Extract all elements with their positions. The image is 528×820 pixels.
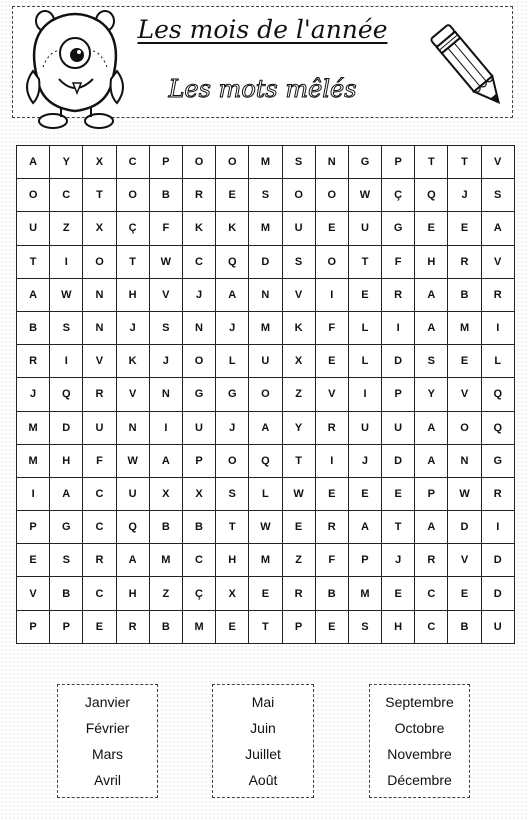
grid-cell[interactable]: F [382,245,415,278]
grid-cell[interactable]: S [282,146,315,179]
grid-cell[interactable]: J [182,278,215,311]
grid-cell[interactable]: D [382,345,415,378]
grid-cell[interactable]: B [315,577,348,610]
grid-cell[interactable]: N [249,278,282,311]
grid-cell[interactable]: N [149,378,182,411]
grid-cell[interactable]: Z [282,544,315,577]
grid-cell[interactable]: E [83,610,116,643]
grid-cell[interactable]: E [17,544,50,577]
grid-cell[interactable]: Ç [382,179,415,212]
grid-cell[interactable]: L [249,477,282,510]
grid-cell[interactable]: S [282,245,315,278]
word-list-column-1 [57,684,158,798]
grid-cell[interactable]: B [149,179,182,212]
grid-cell[interactable]: M [249,544,282,577]
grid-cell[interactable]: O [249,378,282,411]
grid-cell[interactable]: L [481,345,514,378]
grid-cell[interactable]: N [315,146,348,179]
grid-cell[interactable]: O [448,411,481,444]
grid-cell[interactable]: C [182,544,215,577]
grid-cell[interactable]: M [17,411,50,444]
grid-cell[interactable]: C [83,511,116,544]
grid-cell[interactable]: E [382,477,415,510]
grid-cell[interactable]: Ç [182,577,215,610]
grid-cell[interactable]: A [481,212,514,245]
grid-cell[interactable]: I [50,245,83,278]
grid-cell[interactable]: B [149,610,182,643]
grid-cell[interactable]: H [50,444,83,477]
grid-cell[interactable]: E [348,278,381,311]
grid-cell[interactable]: Z [149,577,182,610]
grid-cell[interactable]: X [282,345,315,378]
grid-cell[interactable]: W [348,179,381,212]
grid-cell[interactable]: R [282,577,315,610]
grid-cell[interactable]: G [382,212,415,245]
grid-cell[interactable]: I [315,444,348,477]
grid-cell[interactable]: I [315,278,348,311]
grid-cell[interactable]: H [382,610,415,643]
word-mars: Mars [91,746,124,762]
grid-row [17,444,515,477]
grid-cell[interactable]: O [216,444,249,477]
grid-cell[interactable]: R [83,378,116,411]
grid-cell[interactable]: K [116,345,149,378]
grid-cell[interactable]: A [415,411,448,444]
grid-cell[interactable]: Q [249,444,282,477]
grid-cell[interactable]: H [216,544,249,577]
grid-cell[interactable]: R [382,278,415,311]
grid-cell[interactable]: N [83,278,116,311]
grid-row [17,179,515,212]
grid-cell[interactable]: Q [415,179,448,212]
grid-cell[interactable]: R [116,610,149,643]
grid-cell[interactable]: T [348,245,381,278]
grid-cell[interactable]: Q [481,411,514,444]
grid-cell[interactable]: R [17,345,50,378]
word-avril: Avril [94,772,121,788]
grid-cell[interactable]: E [249,577,282,610]
grid-cell[interactable]: E [315,345,348,378]
grid-cell[interactable]: Ç [116,212,149,245]
grid-cell[interactable]: E [315,477,348,510]
header-banner [12,6,513,118]
grid-cell[interactable]: S [415,345,448,378]
grid-cell[interactable]: B [182,511,215,544]
grid-cell[interactable]: S [481,179,514,212]
grid-cell[interactable]: U [348,411,381,444]
grid-cell[interactable]: A [17,146,50,179]
grid-cell[interactable]: P [17,610,50,643]
grid-cell[interactable]: R [481,278,514,311]
grid-cell[interactable]: S [50,311,83,344]
grid-cell[interactable]: O [182,146,215,179]
grid-cell[interactable]: A [249,411,282,444]
grid-cell[interactable]: L [348,345,381,378]
grid-cell[interactable]: O [282,179,315,212]
grid-row [17,477,515,510]
grid-cell[interactable]: H [116,278,149,311]
grid-cell[interactable]: W [249,511,282,544]
grid-cell[interactable]: R [315,511,348,544]
grid-cell[interactable]: D [448,511,481,544]
grid-cell[interactable]: X [216,577,249,610]
grid-cell[interactable]: I [481,511,514,544]
grid-cell[interactable]: P [415,477,448,510]
grid-cell[interactable]: F [149,212,182,245]
grid-cell[interactable]: I [481,311,514,344]
grid-cell[interactable]: J [216,311,249,344]
word-juillet: Juillet [245,746,281,762]
grid-cell[interactable]: J [216,411,249,444]
grid-cell[interactable]: V [17,577,50,610]
grid-cell[interactable]: W [448,477,481,510]
grid-cell[interactable]: O [182,345,215,378]
grid-cell[interactable]: J [17,378,50,411]
grid-cell[interactable]: O [315,245,348,278]
grid-cell[interactable]: E [315,212,348,245]
grid-cell[interactable]: P [382,146,415,179]
grid-cell[interactable]: V [481,245,514,278]
word-list-column-2 [212,684,314,798]
word-mai: Mai [251,694,275,710]
grid-cell[interactable]: S [50,544,83,577]
grid-cell[interactable]: K [216,212,249,245]
grid-cell[interactable]: U [481,610,514,643]
grid-cell[interactable]: C [83,577,116,610]
grid-cell[interactable]: O [315,179,348,212]
grid-cell[interactable]: X [149,477,182,510]
grid-cell[interactable]: C [415,577,448,610]
grid-cell[interactable]: I [50,345,83,378]
grid-cell[interactable]: R [182,179,215,212]
grid-cell[interactable]: I [382,311,415,344]
grid-cell[interactable]: A [149,444,182,477]
grid-cell[interactable]: M [249,311,282,344]
page-title: Les mois de l'année [137,15,388,44]
grid-cell[interactable]: Z [50,212,83,245]
grid-cell[interactable]: I [17,477,50,510]
grid-cell[interactable]: J [149,345,182,378]
grid-cell[interactable]: A [116,544,149,577]
grid-cell[interactable]: P [282,610,315,643]
grid-cell[interactable]: F [315,544,348,577]
grid-cell[interactable]: M [249,212,282,245]
grid-cell[interactable]: M [249,146,282,179]
grid-cell[interactable]: O [17,179,50,212]
word-septembre: Septembre [385,694,454,710]
grid-cell[interactable]: J [448,179,481,212]
grid-cell[interactable]: T [282,444,315,477]
grid-cell[interactable]: A [415,311,448,344]
grid-cell[interactable]: Q [216,245,249,278]
grid-cell[interactable]: V [83,345,116,378]
grid-row [17,345,515,378]
grid-cell[interactable]: T [216,511,249,544]
grid-cell[interactable]: W [116,444,149,477]
grid-cell[interactable]: E [282,511,315,544]
grid-cell[interactable]: W [50,278,83,311]
word-decembre: Décembre [387,772,452,788]
grid-cell[interactable]: U [17,212,50,245]
grid-cell[interactable]: V [481,146,514,179]
grid-cell[interactable]: P [348,544,381,577]
grid-cell[interactable]: U [83,411,116,444]
word-fevrier: Février [85,720,130,736]
grid-cell[interactable]: V [149,278,182,311]
grid-cell[interactable]: S [149,311,182,344]
grid-cell[interactable]: P [50,610,83,643]
grid-cell[interactable]: P [182,444,215,477]
grid-cell[interactable]: T [448,146,481,179]
grid-cell[interactable]: P [382,378,415,411]
grid-cell[interactable]: G [481,444,514,477]
grid-cell[interactable]: J [382,544,415,577]
pencil-icon [423,21,515,113]
grid-cell[interactable]: A [415,511,448,544]
grid-cell[interactable]: D [249,245,282,278]
grid-cell[interactable]: D [50,411,83,444]
word-aout: Août [248,772,278,788]
grid-cell[interactable]: C [182,245,215,278]
grid-cell[interactable]: T [415,146,448,179]
grid-row [17,278,515,311]
grid-cell[interactable]: E [415,212,448,245]
grid-cell[interactable]: C [415,610,448,643]
grid-cell[interactable]: A [415,444,448,477]
grid-cell[interactable]: B [17,311,50,344]
grid-cell[interactable]: Q [481,378,514,411]
word-janvier: Janvier [84,694,131,710]
grid-cell[interactable]: M [348,577,381,610]
grid-row [17,610,515,643]
grid-cell[interactable]: R [481,477,514,510]
grid-cell[interactable]: W [282,477,315,510]
grid-cell[interactable]: R [315,411,348,444]
grid-cell[interactable]: D [481,544,514,577]
grid-cell[interactable]: O [216,146,249,179]
grid-cell[interactable]: U [348,212,381,245]
grid-cell[interactable]: E [216,179,249,212]
grid-cell[interactable]: Q [116,511,149,544]
grid-cell[interactable]: A [17,278,50,311]
grid-row [17,311,515,344]
grid-cell[interactable]: K [282,311,315,344]
grid-cell[interactable]: N [182,311,215,344]
grid-cell[interactable]: Q [50,378,83,411]
page-subtitle: Les mots mêlés [168,75,357,103]
grid-cell[interactable]: G [348,146,381,179]
grid-cell[interactable]: V [448,378,481,411]
grid-cell[interactable]: L [348,311,381,344]
grid-cell[interactable]: C [50,179,83,212]
word-novembre: Novembre [387,746,452,762]
grid-cell[interactable]: P [149,146,182,179]
word-juin: Juin [250,720,276,736]
grid-cell[interactable]: K [182,212,215,245]
grid-cell[interactable]: F [83,444,116,477]
grid-cell[interactable]: P [17,511,50,544]
grid-cell[interactable]: M [17,444,50,477]
grid-cell[interactable]: Z [282,378,315,411]
grid-cell[interactable]: M [149,544,182,577]
grid-cell[interactable]: T [249,610,282,643]
grid-cell[interactable]: U [382,411,415,444]
grid-cell[interactable]: N [448,444,481,477]
grid-cell[interactable]: R [448,245,481,278]
grid-cell[interactable]: V [315,378,348,411]
grid-cell[interactable]: D [382,444,415,477]
grid-row [17,577,515,610]
grid-row [17,544,515,577]
grid-cell[interactable]: Y [282,411,315,444]
grid-cell[interactable]: U [282,212,315,245]
grid-cell[interactable]: U [182,411,215,444]
grid-cell[interactable]: V [448,544,481,577]
grid-row [17,212,515,245]
grid-cell[interactable]: S [348,610,381,643]
grid-cell[interactable]: E [348,477,381,510]
grid-cell[interactable]: H [415,245,448,278]
grid-cell[interactable]: F [315,311,348,344]
grid-cell[interactable]: B [149,511,182,544]
grid-cell[interactable]: X [83,146,116,179]
grid-cell[interactable]: V [282,278,315,311]
grid-cell[interactable]: C [83,477,116,510]
grid-cell[interactable]: C [116,146,149,179]
grid-cell[interactable]: B [50,577,83,610]
grid-cell[interactable]: R [415,544,448,577]
grid-cell[interactable]: Y [415,378,448,411]
grid-cell[interactable]: H [116,577,149,610]
grid-cell[interactable]: G [50,511,83,544]
grid-cell[interactable]: X [83,212,116,245]
grid-cell[interactable]: T [382,511,415,544]
grid-row [17,511,515,544]
grid-cell[interactable]: T [83,179,116,212]
word-octobre: Octobre [394,720,445,736]
grid-cell[interactable]: M [448,311,481,344]
word-search-grid[interactable] [16,145,515,644]
grid-row [17,245,515,278]
grid-cell[interactable]: U [249,345,282,378]
grid-cell[interactable]: I [348,378,381,411]
grid-cell[interactable]: V [116,378,149,411]
grid-cell[interactable]: A [348,511,381,544]
grid-cell[interactable]: N [116,411,149,444]
grid-cell[interactable]: A [50,477,83,510]
grid-cell[interactable]: O [83,245,116,278]
grid-cell[interactable]: Y [50,146,83,179]
grid-row [17,411,515,444]
grid-cell[interactable]: B [448,278,481,311]
grid-cell[interactable]: A [415,278,448,311]
grid-cell[interactable]: G [216,378,249,411]
grid-cell[interactable]: L [216,345,249,378]
grid-cell[interactable]: O [116,179,149,212]
grid-row [17,378,515,411]
grid-cell[interactable]: X [182,477,215,510]
grid-cell[interactable]: W [149,245,182,278]
grid-cell[interactable]: T [116,245,149,278]
grid-cell[interactable]: G [182,378,215,411]
grid-cell[interactable]: J [116,311,149,344]
grid-cell[interactable]: E [216,610,249,643]
grid-cell[interactable]: R [83,544,116,577]
grid-cell[interactable]: D [481,577,514,610]
grid-cell[interactable]: B [448,610,481,643]
grid-cell[interactable]: E [448,212,481,245]
grid-cell[interactable]: M [182,610,215,643]
grid-cell[interactable]: U [116,477,149,510]
grid-cell[interactable]: J [348,444,381,477]
grid-cell[interactable]: T [17,245,50,278]
grid-row [17,146,515,179]
word-list-column-3 [369,684,470,798]
grid-cell[interactable]: E [448,577,481,610]
grid-cell[interactable]: E [315,610,348,643]
grid-cell[interactable]: S [249,179,282,212]
grid-cell[interactable]: A [216,278,249,311]
grid-cell[interactable]: S [216,477,249,510]
grid-cell[interactable]: I [149,411,182,444]
grid-cell[interactable]: E [382,577,415,610]
grid-cell[interactable]: N [83,311,116,344]
grid-cell[interactable]: E [448,345,481,378]
